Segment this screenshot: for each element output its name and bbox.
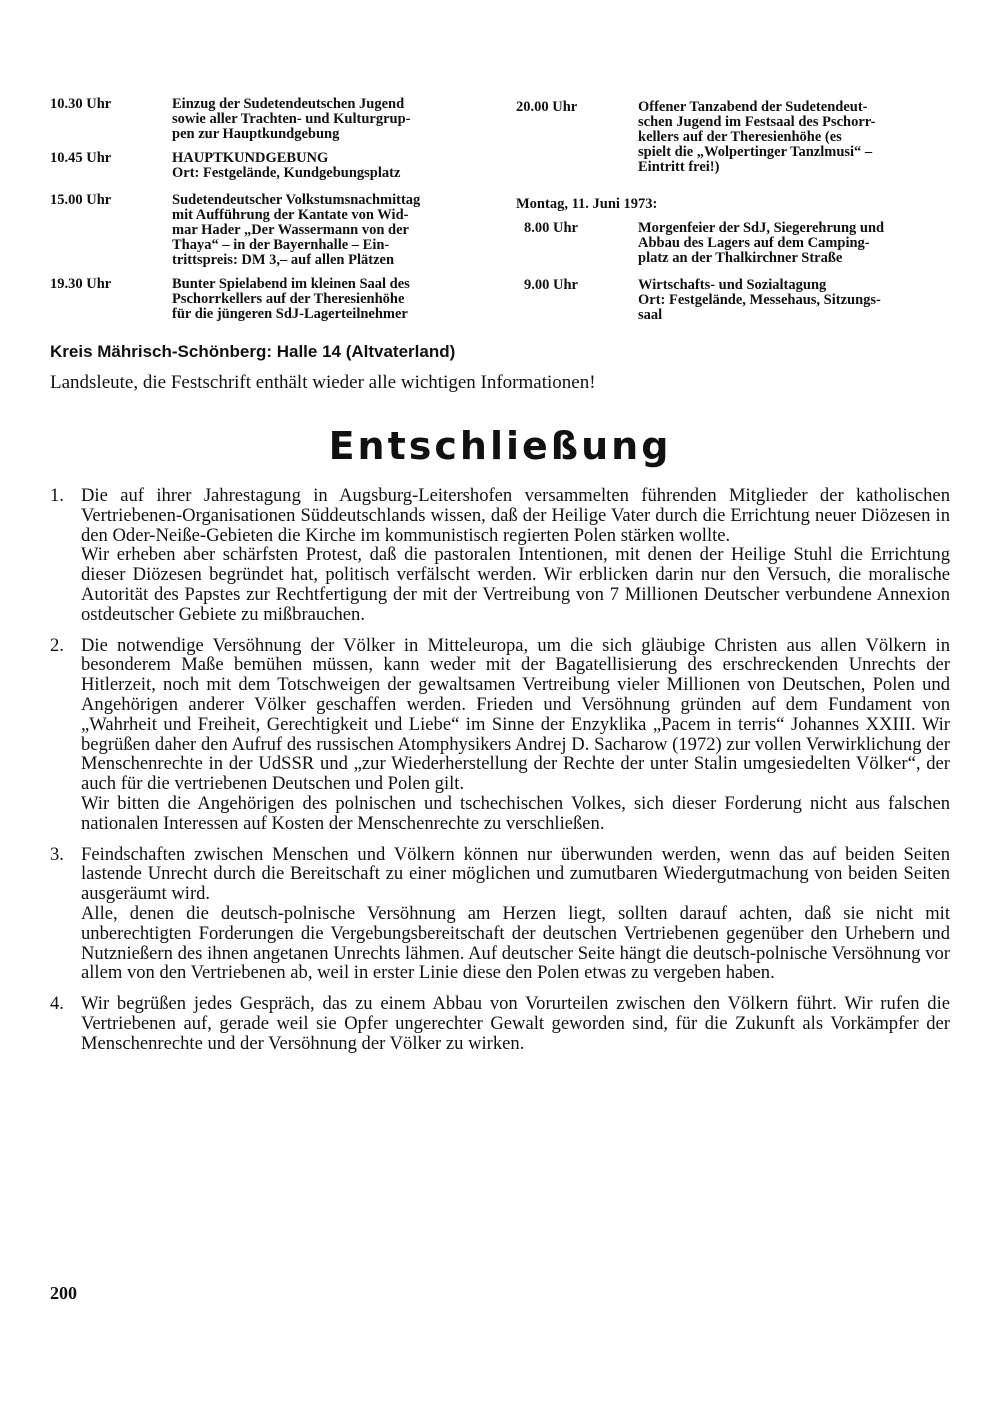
schedule-description: Offener Tanzabend der Sudetendeut- schen Jugend im Festsaal des Pschorr- kellers auf der Theresienhöhe (es spielt die „Wolpertinger Tanzlmusi“ – Eintritt frei!) [638, 99, 876, 175]
resolution-paragraph: Wir bitten die Angehörigen des polnischen und tschechischen Volkes, sich dieser Forderung nicht aus falschen nationalen Interessen auf Kosten der Menschenrechte zu verschließen. [81, 792, 950, 834]
resolution-paragraph: Die notwendige Versöhnung der Völker in Mitteleuropa, um die sich gläubige Christen aus allen Völkern in besonderem Maße bemühen müssen, kann weder mit der Bagatellisierung des erschreckenden Unrechts der Hitlerzeit, noch mit dem Totschweigen der gewaltsamen Vertreibung vieler Millionen von Deutschen, Polen und Angehörigen anderer Völker geschaffen werden. Frieden und Versöhnung gründen auf dem Fundament von „Wahrheit und Freiheit, Gerechtigkeit und Liebe“ im Sinne der Enzyklika „Pacem in terris“ Johannes XXIII. Wir begrüßen daher den Aufruf des russischen Atomphysikers Andrej D. Sacharow (1972) zur vollen Verwirklichung der Menschenrechte in der UdSSR und „zur Wiederherstellung der Rechte der unter Stalin umgesiedelten Völker“, der auch für die vertriebenen Deutschen und Polen gilt. [81, 634, 950, 795]
schedule-time: 10.45 Uhr [50, 150, 112, 166]
day-heading: Montag, 11. Juni 1973: [516, 196, 658, 212]
resolution-list [50, 486, 950, 1065]
schedule-time: 20.00 Uhr [516, 99, 578, 115]
resolution-paragraph: Alle, denen die deutsch-polnische Versöhnung am Herzen liegt, sollten darauf achten, daß sie nicht mit unberechtigten Forderungen die Vergebungsbereitschaft der deutschen Vertriebenen gegenüber den Urhebern und Nutznießern des ihnen angetanen Unrechts lähmen. Auf deutscher Seite hängt die deutsch-polnische Versöhnung vor allem von den Vertriebenen ab, weil in erster Linie diese den Polen etwas zu vergeben haben. [81, 902, 950, 984]
resolution-item [50, 994, 950, 1053]
resolution-number: 2. [50, 634, 64, 656]
schedule-time: 15.00 Uhr [50, 192, 112, 208]
landsleute-note: Landsleute, die Festschrift enthält wieder alle wichtigen Informationen! [50, 372, 596, 393]
schedule-time: 8.00 Uhr [524, 220, 578, 236]
page-title: Entschließung [328, 424, 672, 468]
resolution-item [50, 486, 950, 625]
schedule-description: HAUPTKUNDGEBUNG Ort: Festgelände, Kundgebungsplatz [172, 150, 401, 181]
resolution-paragraph: Wir begrüßen jedes Gespräch, das zu einem Abbau von Vorurteilen zwischen den Völkern führt. Wir rufen die Vertriebenen auf, gerade weil sie Opfer ungerechter Gewalt geworden sind, für die Zukunft als Vorkämpfer der Menschenrechte und der Versöhnung der Völker zu wirken. [81, 993, 950, 1054]
schedule-description: Morgenfeier der SdJ, Siegerehrung und Abbau des Lagers auf dem Camping- platz an der Thalkirchner Straße [638, 220, 885, 266]
page-number: 200 [50, 1283, 77, 1303]
resolution-paragraph: Wir erheben aber schärfsten Protest, daß die pastoralen Intentionen, mit denen der Heilige Stuhl die Errichtung dieser Diözesen begründet hat, politisch verfälscht werden. Wir erblicken darin nur den Versuch, die moralische Autorität des Papstes zur Rechtfertigung der mit der Vertreibung von 7 Millionen Deutscher verbundene Annexion ostdeutscher Gebiete zu mißbrauchen. [81, 544, 950, 625]
schedule-description: Einzug der Sudetendeutschen Jugend sowie aller Trachten- und Kulturgrup- pen zur Hauptkundgebung [172, 96, 411, 142]
resolution-item [50, 636, 950, 834]
schedule-description: Sudetendeutscher Volkstumsnachmittag mit Aufführung der Kantate von Wid- mar Hader „Der Wassermann von der Thaya“ – in der Bayernhalle – Ein- trittspreis: DM 3,– auf allen Plätzen [172, 192, 421, 268]
schedule-description: Wirtschafts- und Sozialtagung Ort: Festgelände, Messehaus, Sitzungs- saal [638, 277, 881, 323]
schedule-description: Bunter Spielabend im kleinen Saal des Pschorrkellers auf der Theresienhöhe für die jüngeren SdJ-Lagerteilnehmer [172, 276, 410, 322]
resolution-number: 1. [50, 485, 64, 506]
schedule-time: 19.30 Uhr [50, 276, 112, 292]
resolution-number: 4. [50, 993, 64, 1015]
resolution-item [50, 845, 950, 984]
schedule-time: 9.00 Uhr [524, 277, 578, 293]
resolution-number: 3. [50, 843, 64, 865]
kreis-heading: Kreis Mährisch-Schönberg: Halle 14 (Altvaterland) [50, 342, 456, 361]
resolution-paragraph: Feindschaften zwischen Menschen und Völkern können nur überwunden werden, wenn das auf beiden Seiten lastende Unrecht durch die Bereitschaft zu einer möglichen und zumutbaren Wiedergutmachung von beiden Seiten ausgeräumt wird. [81, 843, 950, 905]
resolution-paragraph: Die auf ihrer Jahrestagung in Augsburg-Leitershofen versammelten führenden Mitglieder der katholischen Vertriebenen-Organisationen Süddeutschlands wissen, daß der Heilige Vater durch die Errichtung neuer Diözesen in den Oder-Neiße-Gebieten die Kirche im kommunistisch regierten Polen stärken wollte. [81, 485, 950, 546]
schedule-time: 10.30 Uhr [50, 96, 112, 112]
